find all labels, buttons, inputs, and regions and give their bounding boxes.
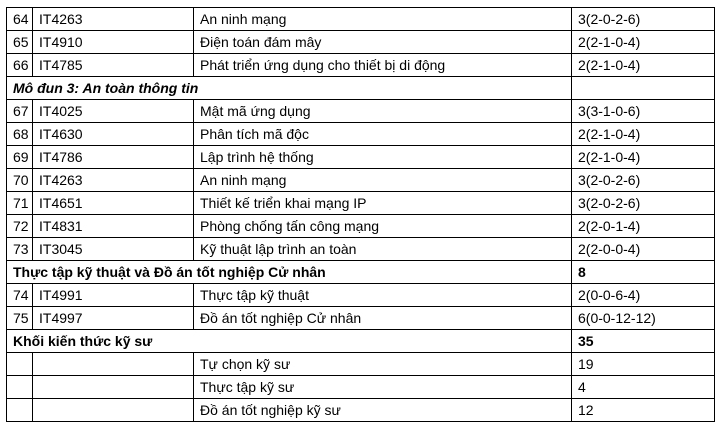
course-credit: 2(2-0-1-4) bbox=[572, 215, 715, 238]
course-row bbox=[7, 376, 715, 399]
course-number: 71 bbox=[7, 192, 33, 215]
course-code: IT4910 bbox=[33, 31, 194, 54]
course-row bbox=[7, 399, 715, 422]
course-name: Thực tập kỹ thuật bbox=[194, 284, 572, 307]
course-number: 69 bbox=[7, 146, 33, 169]
course-name: Thiết kế triển khai mạng IP bbox=[194, 192, 572, 215]
course-row bbox=[7, 31, 715, 54]
course-code: IT4785 bbox=[33, 54, 194, 77]
course-name: Tự chọn kỹ sư bbox=[194, 353, 572, 376]
course-number: 64 bbox=[7, 8, 33, 31]
course-code: IT4786 bbox=[33, 146, 194, 169]
course-code bbox=[33, 399, 194, 422]
course-number: 67 bbox=[7, 100, 33, 123]
course-row bbox=[7, 353, 715, 376]
course-name: Thực tập kỹ sư bbox=[194, 376, 572, 399]
course-code: IT4263 bbox=[33, 8, 194, 31]
course-name: Mật mã ứng dụng bbox=[194, 100, 572, 123]
course-code: IT4651 bbox=[33, 192, 194, 215]
course-name: An ninh mạng bbox=[194, 8, 572, 31]
course-credit: 2(0-0-6-4) bbox=[572, 284, 715, 307]
course-name: Phân tích mã độc bbox=[194, 123, 572, 146]
course-credit: 6(0-0-12-12) bbox=[572, 307, 715, 330]
course-credit: 2(2-1-0-4) bbox=[572, 31, 715, 54]
course-credit: 3(3-1-0-6) bbox=[572, 100, 715, 123]
course-name: Kỹ thuật lập trình an toàn bbox=[194, 238, 572, 261]
course-code: IT4263 bbox=[33, 169, 194, 192]
course-number bbox=[7, 376, 33, 399]
course-code: IT4025 bbox=[33, 100, 194, 123]
course-code: IT4991 bbox=[33, 284, 194, 307]
course-credit: 4 bbox=[572, 376, 715, 399]
section-title: Thực tập kỹ thuật và Đồ án tốt nghiệp Cử nhân bbox=[7, 261, 572, 284]
course-row bbox=[7, 307, 715, 330]
course-name: Lập trình hệ thống bbox=[194, 146, 572, 169]
course-number: 68 bbox=[7, 123, 33, 146]
section-credit bbox=[572, 77, 715, 100]
course-number: 65 bbox=[7, 31, 33, 54]
course-code: IT4630 bbox=[33, 123, 194, 146]
course-row bbox=[7, 8, 715, 31]
course-number bbox=[7, 353, 33, 376]
course-code: IT4997 bbox=[33, 307, 194, 330]
course-row bbox=[7, 146, 715, 169]
course-credit: 2(2-1-0-4) bbox=[572, 54, 715, 77]
course-number: 66 bbox=[7, 54, 33, 77]
course-code: IT3045 bbox=[33, 238, 194, 261]
curriculum-table-container bbox=[6, 7, 714, 422]
course-credit: 12 bbox=[572, 399, 715, 422]
course-row bbox=[7, 215, 715, 238]
course-credit: 19 bbox=[572, 353, 715, 376]
course-number: 73 bbox=[7, 238, 33, 261]
course-credit: 3(2-0-2-6) bbox=[572, 169, 715, 192]
course-name: An ninh mạng bbox=[194, 169, 572, 192]
course-row bbox=[7, 192, 715, 215]
course-name: Phát triển ứng dụng cho thiết bị di động bbox=[194, 54, 572, 77]
section-title: Khối kiến thức kỹ sư bbox=[7, 330, 572, 353]
module-title: Mô đun 3: An toàn thông tin bbox=[7, 77, 572, 100]
course-credit: 2(2-1-0-4) bbox=[572, 123, 715, 146]
course-name: Đồ án tốt nghiệp kỹ sư bbox=[194, 399, 572, 422]
module-header-row bbox=[7, 77, 715, 100]
course-code: IT4831 bbox=[33, 215, 194, 238]
curriculum-table-body bbox=[7, 8, 715, 422]
course-row bbox=[7, 100, 715, 123]
course-code bbox=[33, 376, 194, 399]
course-row bbox=[7, 169, 715, 192]
course-credit: 2(2-0-0-4) bbox=[572, 238, 715, 261]
course-name: Đồ án tốt nghiệp Cử nhân bbox=[194, 307, 572, 330]
section-credit: 8 bbox=[572, 261, 715, 284]
course-name: Phòng chống tấn công mạng bbox=[194, 215, 572, 238]
course-number: 74 bbox=[7, 284, 33, 307]
course-row bbox=[7, 238, 715, 261]
course-row bbox=[7, 54, 715, 77]
course-row bbox=[7, 123, 715, 146]
curriculum-table bbox=[6, 7, 715, 422]
course-credit: 3(2-0-2-6) bbox=[572, 192, 715, 215]
course-number: 70 bbox=[7, 169, 33, 192]
course-credit: 3(2-0-2-6) bbox=[572, 8, 715, 31]
section-header-row bbox=[7, 261, 715, 284]
course-code bbox=[33, 353, 194, 376]
course-name: Điện toán đám mây bbox=[194, 31, 572, 54]
course-number: 72 bbox=[7, 215, 33, 238]
course-number bbox=[7, 399, 33, 422]
course-credit: 2(2-1-0-4) bbox=[572, 146, 715, 169]
section-credit: 35 bbox=[572, 330, 715, 353]
course-row bbox=[7, 284, 715, 307]
course-number: 75 bbox=[7, 307, 33, 330]
section-header-row bbox=[7, 330, 715, 353]
